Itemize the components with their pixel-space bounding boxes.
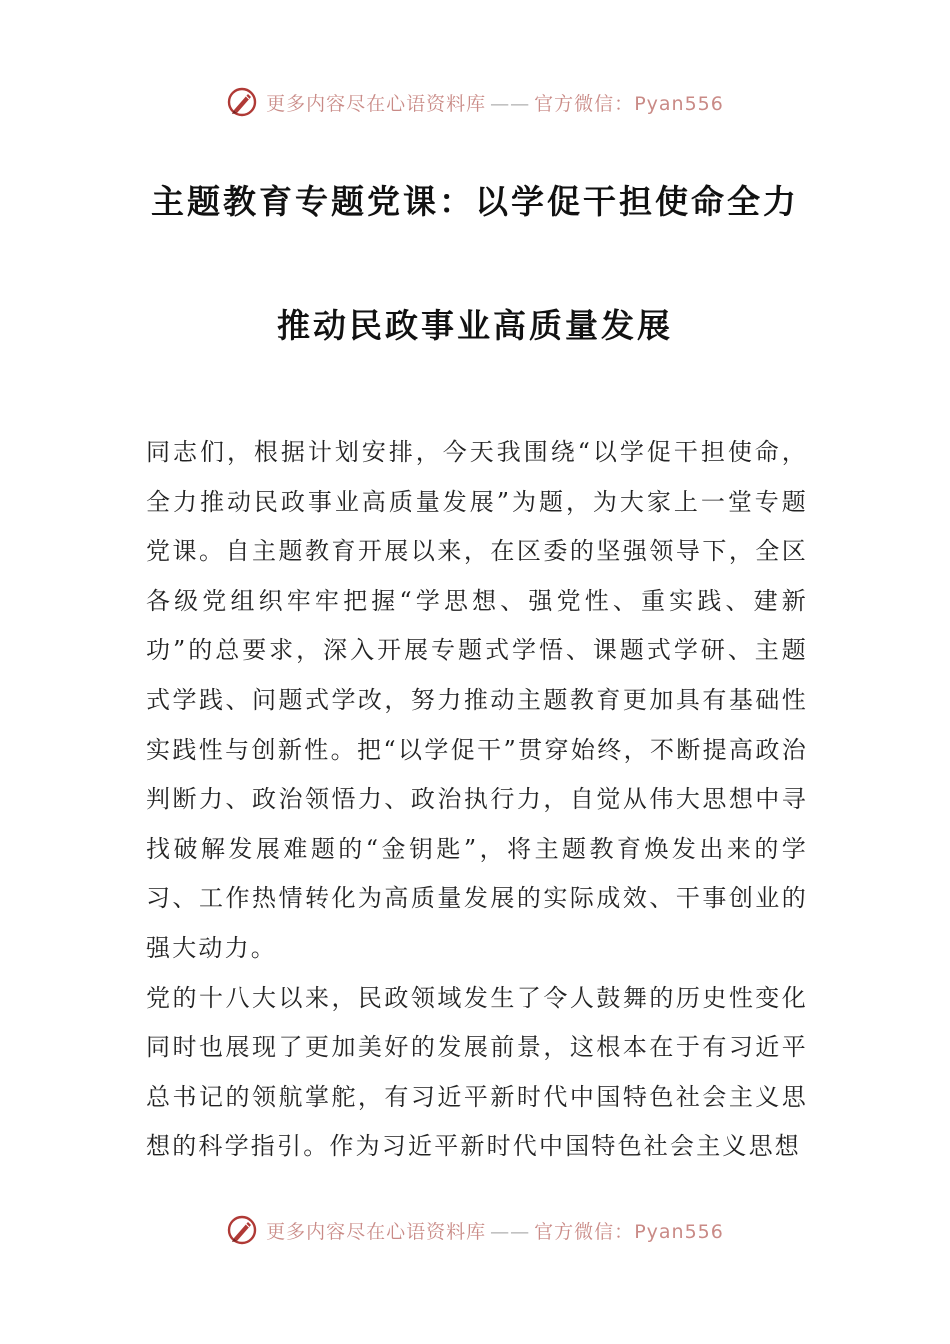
wechat-id: Pyan556: [634, 92, 724, 115]
banner-separator: ——: [490, 1220, 531, 1243]
wechat-label: 官方微信：: [534, 92, 635, 115]
banner-text: 更多内容尽在心语资料库: [266, 1220, 487, 1243]
document-title-line-2: 推动民政事业高质量发展: [277, 306, 673, 345]
paragraph-2: 党的十八大以来，民政领域发生了令人鼓舞的历史性变化同时也展现了更加美好的发展前景，这根本在于有习近平总书记的领航掌舵，有习近平新时代中国特色社会主义思想的科学指引。作为习近平新时代中国特色社会主义思想: [146, 983, 808, 1161]
header-banner: [0, 80, 950, 124]
footer-banner: [0, 1208, 950, 1252]
paragraph-1: 同志们，根据计划安排，今天我围绕“以学促干担使命，全力推动民政事业高质量发展”为题，为大家上一堂专题党课。自主题教育开展以来，在区委的坚强领导下，全区各级党组织牢牢把握“学思想、强党性、重实践、建新功”的总要求，深入开展专题式学悟、课题式学研、主题式学践、问题式学改，努力推动主题教育更加具有基础性实践性与创新性。把“以学促干”贯穿始终，不断提高政治判断力、政治领悟力、政治执行力，自觉从伟大思想中寻找破解发展难题的“金钥匙”，将主题教育焕发出来的学习、工作热情转化为高质量发展的实际成效、干事创业的强大动力。: [146, 438, 808, 962]
document-body: [146, 428, 808, 1172]
banner-separator: ——: [490, 92, 531, 115]
wechat-label: 官方微信：: [534, 1220, 635, 1243]
banner-text: 更多内容尽在心语资料库: [266, 92, 487, 115]
document-title-line-1: 主题教育专题党课：以学促干担使命全力: [151, 182, 799, 221]
pen-logo-icon: [226, 1214, 258, 1246]
wechat-id: Pyan556: [634, 1220, 724, 1243]
pen-logo-icon: [226, 86, 258, 118]
